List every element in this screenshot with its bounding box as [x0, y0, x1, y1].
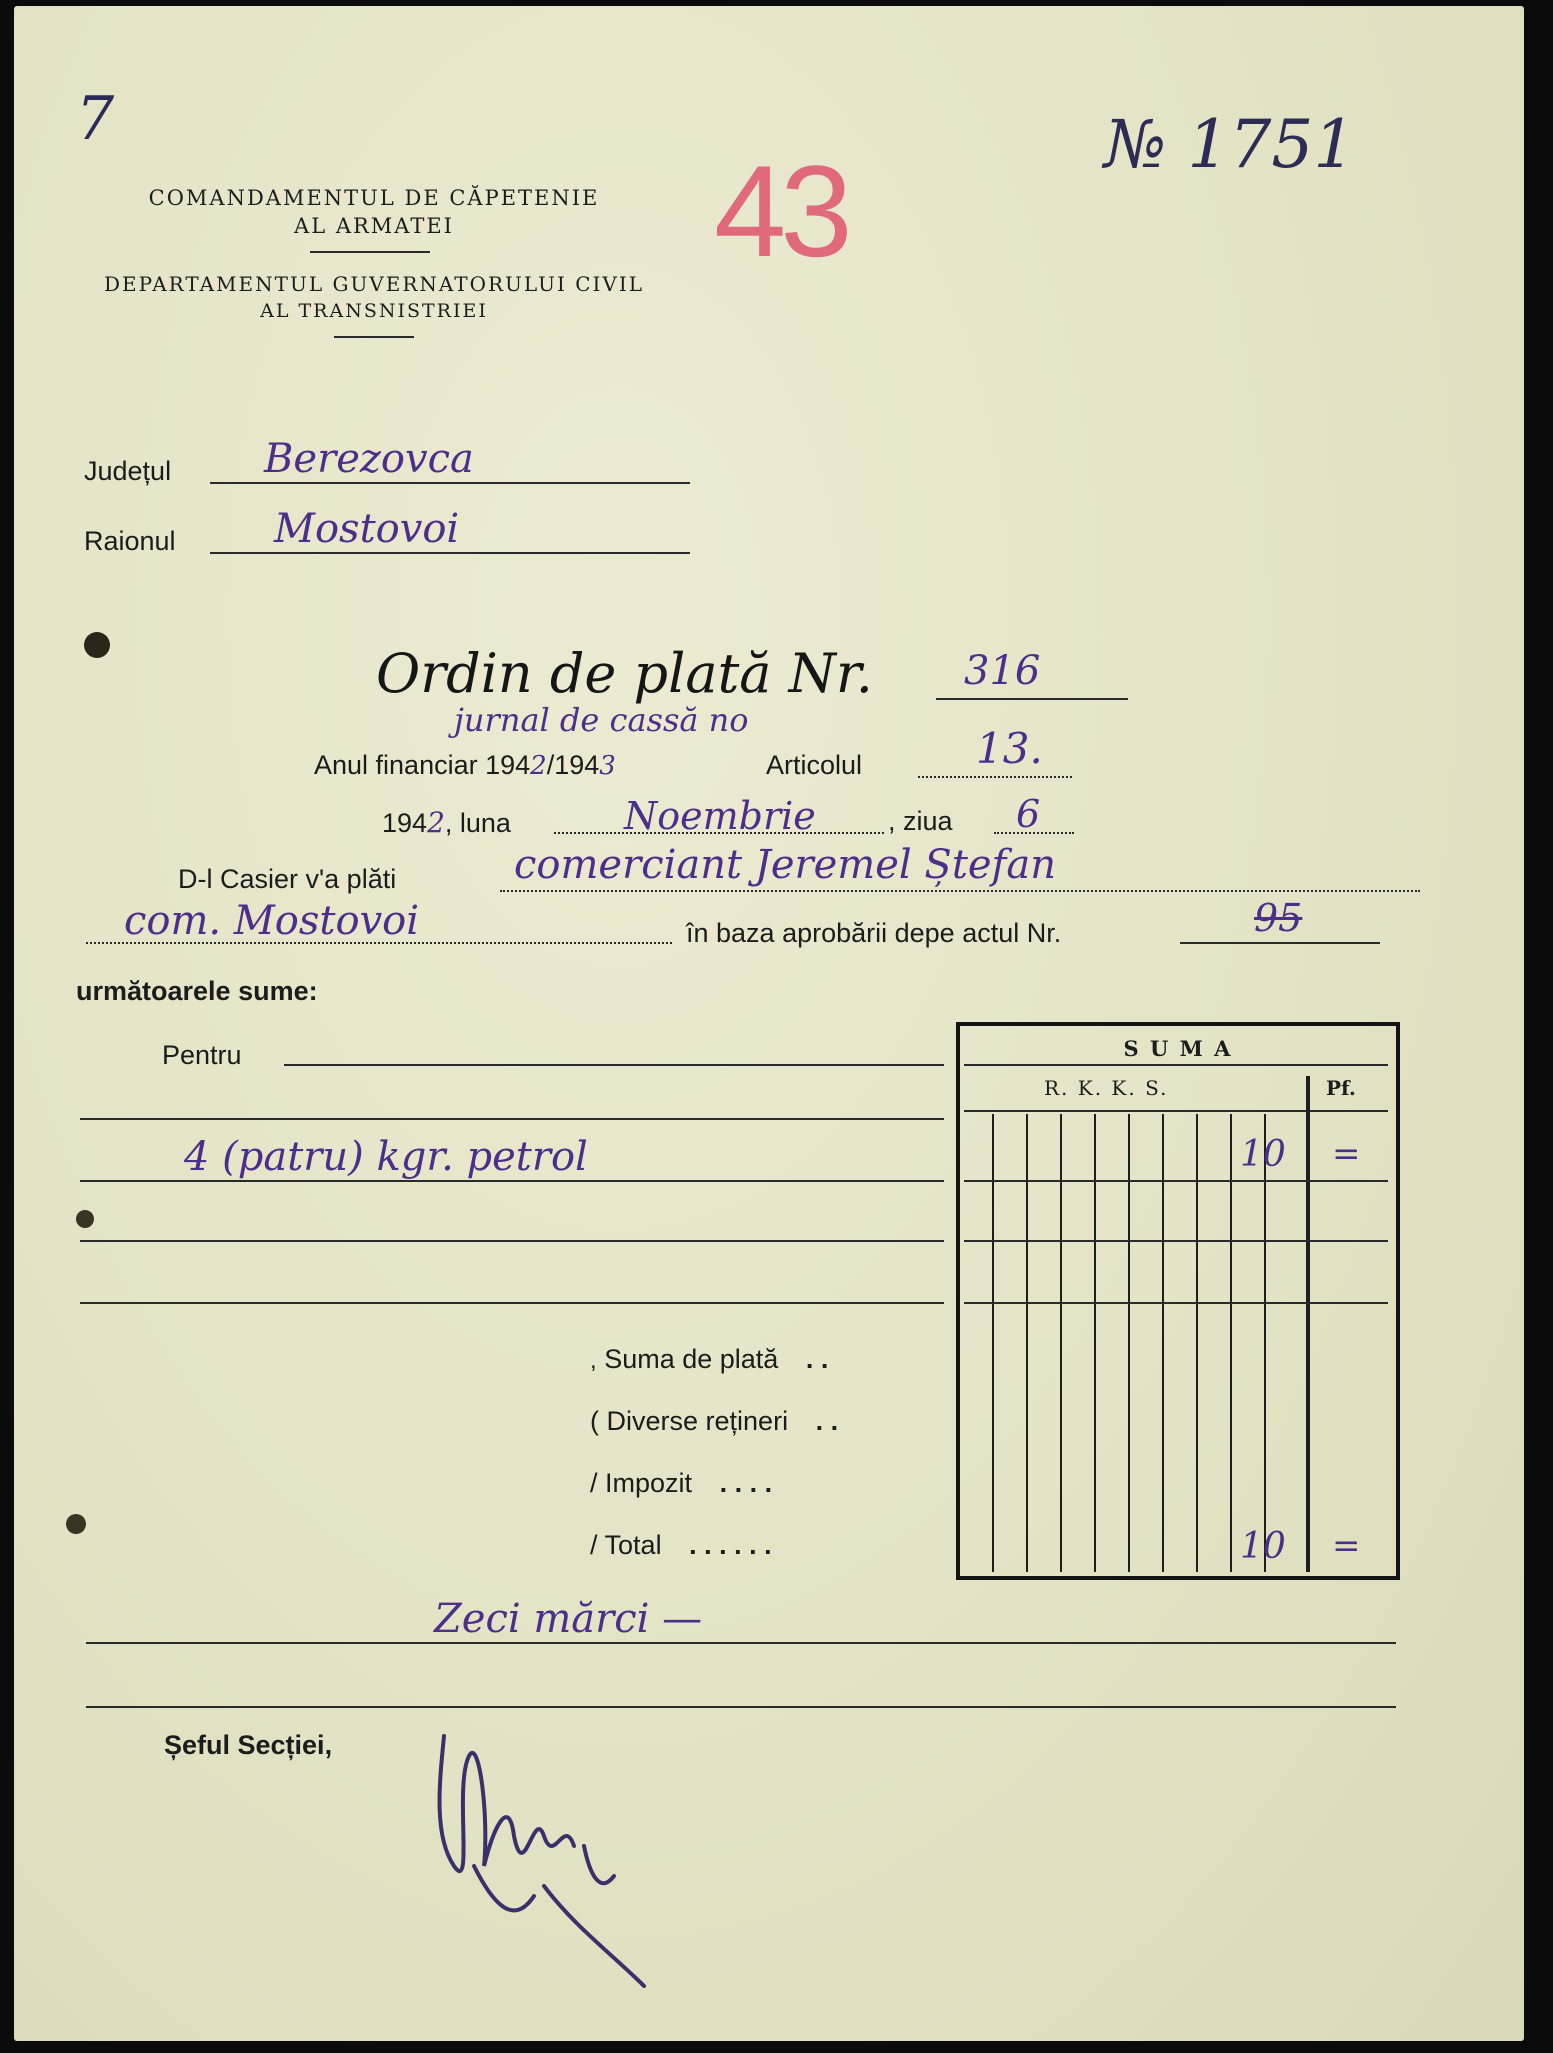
- pentru-line-2: [80, 1118, 944, 1120]
- raionul-label: Raionul: [84, 526, 176, 556]
- articol-label: Articolul: [766, 750, 863, 780]
- amount-words-line: [86, 1642, 1396, 1644]
- table-row-rule-3: [964, 1302, 1388, 1304]
- col-divider-3: [1060, 1114, 1062, 1572]
- paper-document: [14, 6, 1524, 2041]
- financial-year-sep: /194: [546, 750, 600, 780]
- punch-hole: [66, 1514, 86, 1534]
- col-divider-6: [1162, 1114, 1164, 1572]
- summary-bracket: (: [590, 1406, 599, 1436]
- table-row-rule-1: [964, 1180, 1388, 1182]
- suma-pf: Pf.: [1326, 1076, 1356, 1100]
- summary-label-impozit: Impozit: [605, 1468, 693, 1498]
- suma-rkks: R. K. K. S.: [1044, 1076, 1169, 1100]
- col-divider-8: [1230, 1114, 1232, 1572]
- corner-mark: 7: [76, 84, 115, 154]
- pentru-line-4: [80, 1240, 944, 1242]
- date-month: Noembrie: [624, 794, 816, 838]
- suma-subheader-rule: [964, 1110, 1388, 1112]
- articol-value: 13.: [976, 724, 1043, 773]
- date-prefix: [382, 806, 511, 839]
- financial-year-prefix: Anul financiar 194: [314, 750, 531, 780]
- judetul-label: Județul: [84, 456, 172, 486]
- act-number-line: [1180, 942, 1380, 944]
- articol-line: [918, 776, 1072, 778]
- document-title: Ordin de plată Nr.: [376, 642, 873, 705]
- header-line-4: AL TRANSNISTRIEI: [260, 300, 488, 322]
- amount-words-line-2: [86, 1706, 1396, 1708]
- pentru-line-3: [80, 1180, 944, 1182]
- pentru-line-5: [80, 1302, 944, 1304]
- pentru-line-1: [284, 1064, 944, 1066]
- luna-label: , luna: [444, 808, 511, 838]
- total-amount: 10: [1240, 1526, 1286, 1567]
- suma-title-rule: [964, 1064, 1388, 1066]
- summary-bracket: /: [590, 1530, 598, 1560]
- header-rule-2: [334, 336, 414, 338]
- act-number: 95: [1254, 896, 1303, 940]
- judetul-line: [210, 482, 690, 484]
- total-pf: =: [1332, 1526, 1361, 1566]
- title-number-line: [936, 698, 1128, 700]
- signature-label: Șeful Secției,: [164, 1730, 333, 1760]
- table-row-rule-2: [964, 1240, 1388, 1242]
- summary-row-suma: [590, 1344, 828, 1375]
- judetul-value: Berezovca: [264, 436, 474, 482]
- summary-dots-diverse: . .: [815, 1406, 839, 1436]
- header-line-3: DEPARTAMENTUL GUVERNATORULUI CIVIL: [103, 272, 645, 296]
- col-divider-9: [1264, 1114, 1266, 1572]
- ziua-label: , ziua: [888, 806, 953, 836]
- pf-divider: [1306, 1076, 1310, 1572]
- col-divider-2: [1026, 1114, 1028, 1572]
- summary-dots-suma: . .: [805, 1344, 829, 1374]
- stamp-number: 43: [714, 138, 847, 284]
- col-divider-1: [992, 1114, 994, 1572]
- date-year-prefix: 194: [382, 808, 428, 838]
- header-line-1: COMANDAMENTUL DE CĂPETENIE: [148, 186, 600, 210]
- date-year: 2: [427, 806, 445, 839]
- raionul-value: Mostovoi: [274, 506, 460, 552]
- register-number: № 1751: [1104, 106, 1356, 183]
- summary-dots-impozit: . . . .: [719, 1468, 773, 1498]
- summary-row-diverse: [590, 1406, 838, 1437]
- date-day: 6: [1016, 792, 1041, 836]
- header-rule-1: [310, 251, 430, 253]
- summary-label-total: Total: [604, 1530, 662, 1560]
- col-divider-4: [1094, 1114, 1096, 1572]
- handwritten-signature: [414, 1696, 734, 1996]
- suma-title: S U M A: [1123, 1036, 1233, 1061]
- col-divider-5: [1128, 1114, 1130, 1572]
- financial-year-1: 2: [530, 751, 547, 781]
- payee-line-2-text: com. Mostovoi: [124, 898, 420, 944]
- item-amount: 10: [1240, 1134, 1286, 1175]
- punch-hole: [76, 1210, 94, 1228]
- financial-year-2: 3: [599, 751, 616, 781]
- summary-row-impozit: [590, 1468, 772, 1499]
- urmatoarele-label: următoarele sume:: [76, 976, 318, 1006]
- suma-table: [956, 1022, 1400, 1580]
- item-description: 4 (patru) kgr. petrol: [184, 1134, 588, 1180]
- jurnal-note: jurnal de cassă no: [454, 701, 749, 739]
- summary-bracket: ,: [590, 1347, 597, 1374]
- summary-label-suma: Suma de plată: [604, 1344, 779, 1374]
- summary-row-total: [590, 1530, 772, 1561]
- summary-bracket: /: [590, 1468, 598, 1498]
- financial-year-label: [314, 750, 616, 781]
- pentru-label: Pentru: [162, 1040, 242, 1070]
- item-pf: =: [1332, 1134, 1361, 1174]
- raionul-line: [210, 552, 690, 554]
- punch-hole: [84, 632, 110, 658]
- payee-line-1: [500, 890, 1420, 892]
- summary-label-diverse: Diverse rețineri: [606, 1406, 789, 1436]
- amount-in-words: Zeci mărci —: [434, 1596, 703, 1642]
- aprobare-label: în baza aprobării depe actul Nr.: [686, 918, 1062, 948]
- payee-line-1-text: comerciant Jeremel Ștefan: [514, 842, 1056, 888]
- summary-dots-total: . . . . . .: [689, 1530, 772, 1560]
- casier-label: D-l Casier v'a plăti: [178, 864, 397, 894]
- col-divider-7: [1196, 1114, 1198, 1572]
- order-number: 316: [964, 648, 1041, 694]
- header-line-2: AL ARMATEI: [294, 214, 454, 238]
